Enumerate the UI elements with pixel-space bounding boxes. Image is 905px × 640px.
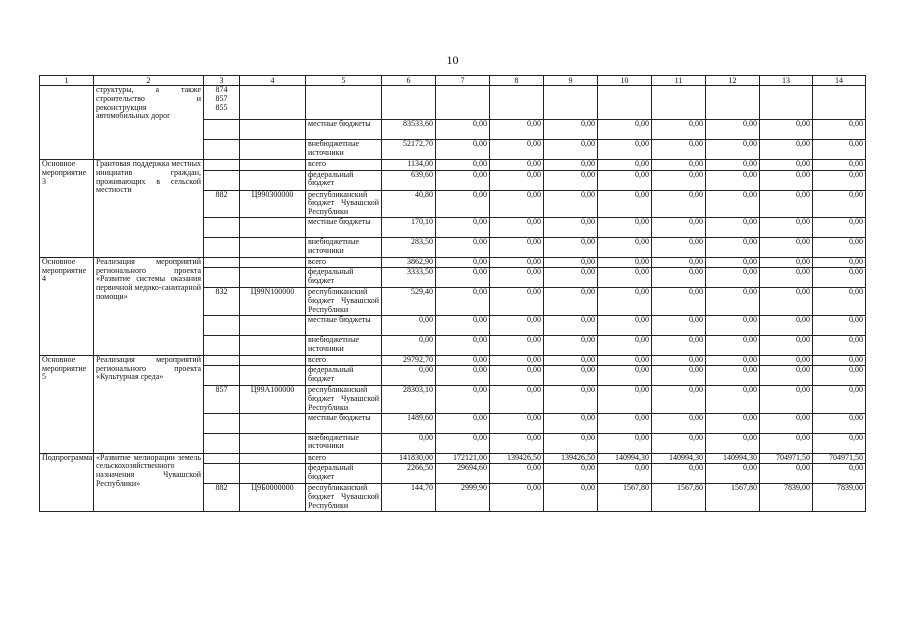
cell-empty (204, 335, 240, 355)
amount-cell: 2999,90 (436, 484, 490, 511)
amount-cell: 0,00 (706, 160, 760, 171)
amount-cell: 0,00 (544, 170, 598, 190)
cell-empty (706, 86, 760, 120)
amount-cell: 0,00 (490, 315, 544, 335)
amount-cell: 639,60 (382, 170, 436, 190)
amount-cell: 0,00 (706, 120, 760, 140)
amount-cell: 0,00 (382, 315, 436, 335)
amount-cell: 0,00 (490, 170, 544, 190)
grbs-code: 857 (204, 386, 240, 413)
amount-cell: 0,00 (706, 268, 760, 288)
amount-cell: 0,00 (760, 413, 813, 433)
classification-code: Ц99N100000 (240, 288, 306, 315)
column-header: 9 (544, 76, 598, 86)
amount-cell: 0,00 (760, 170, 813, 190)
funding-source: местные бюджеты (306, 120, 382, 140)
amount-cell: 0,00 (598, 366, 652, 386)
funding-source: внебюджетные источники (306, 433, 382, 453)
funding-source: всего (306, 257, 382, 268)
amount-cell: 0,00 (652, 315, 706, 335)
funding-source: всего (306, 160, 382, 171)
cell-empty (240, 355, 306, 366)
cell-empty (240, 433, 306, 453)
amount-cell: 0,00 (652, 160, 706, 171)
amount-cell: 0,00 (706, 170, 760, 190)
funding-source: местные бюджеты (306, 217, 382, 237)
amount-cell: 0,00 (436, 217, 490, 237)
event-status: Основное мероприятие 5 (40, 355, 94, 453)
amount-cell: 0,00 (544, 413, 598, 433)
amount-cell: 52172,70 (382, 140, 436, 160)
amount-cell: 0,00 (544, 120, 598, 140)
table-row (40, 453, 866, 464)
amount-cell: 0,00 (490, 413, 544, 433)
amount-cell: 0,00 (813, 288, 866, 315)
amount-cell: 0,00 (813, 464, 866, 484)
amount-cell: 0,00 (706, 355, 760, 366)
amount-cell: 0,00 (382, 433, 436, 453)
amount-cell: 0,00 (544, 355, 598, 366)
column-header: 2 (94, 76, 204, 86)
cell-empty (204, 140, 240, 160)
amount-cell: 0,00 (598, 217, 652, 237)
amount-cell: 0,00 (490, 288, 544, 315)
amount-cell: 0,00 (813, 190, 866, 217)
amount-cell: 172121,00 (436, 453, 490, 464)
amount-cell: 0,00 (706, 140, 760, 160)
amount-cell: 0,00 (652, 170, 706, 190)
cell-empty (204, 413, 240, 433)
amount-cell: 0,00 (760, 257, 813, 268)
funding-source: местные бюджеты (306, 315, 382, 335)
amount-cell: 83533,60 (382, 120, 436, 140)
amount-cell: 0,00 (760, 366, 813, 386)
amount-cell: 1567,80 (706, 484, 760, 511)
event-description: Реализация мероприятий регионального проекта «Культурная среда» (94, 355, 204, 453)
amount-cell: 0,00 (598, 170, 652, 190)
funding-source: федеральный бюджет (306, 366, 382, 386)
amount-cell: 0,00 (706, 257, 760, 268)
amount-cell: 144,70 (382, 484, 436, 511)
amount-cell: 0,00 (706, 217, 760, 237)
cell-empty (40, 86, 94, 160)
amount-cell: 0,00 (813, 257, 866, 268)
cell-empty (204, 453, 240, 464)
amount-cell: 0,00 (652, 413, 706, 433)
amount-cell: 0,00 (490, 366, 544, 386)
amount-cell: 0,00 (813, 140, 866, 160)
amount-cell: 0,00 (598, 190, 652, 217)
amount-cell: 0,00 (490, 257, 544, 268)
funding-source: федеральный бюджет (306, 170, 382, 190)
amount-cell: 29694,60 (436, 464, 490, 484)
column-header: 10 (598, 76, 652, 86)
amount-cell: 0,00 (436, 386, 490, 413)
amount-cell: 0,00 (544, 335, 598, 355)
funding-source: местные бюджеты (306, 413, 382, 433)
amount-cell: 0,00 (544, 217, 598, 237)
amount-cell: 0,00 (436, 257, 490, 268)
amount-cell: 283,50 (382, 237, 436, 257)
amount-cell: 0,00 (490, 464, 544, 484)
amount-cell: 0,00 (760, 190, 813, 217)
classification-code: Ц9Б0000000 (240, 484, 306, 511)
amount-cell: 0,00 (598, 140, 652, 160)
amount-cell: 0,00 (652, 120, 706, 140)
cell-empty (490, 86, 544, 120)
amount-cell: 0,00 (544, 140, 598, 160)
amount-cell: 0,00 (652, 464, 706, 484)
amount-cell: 140994,30 (598, 453, 652, 464)
amount-cell: 0,00 (598, 413, 652, 433)
column-header: 8 (490, 76, 544, 86)
funding-source: республиканский бюджет Чувашской Республики (306, 190, 382, 217)
amount-cell: 0,00 (436, 413, 490, 433)
cell-empty (204, 366, 240, 386)
amount-cell: 0,00 (490, 268, 544, 288)
amount-cell: 0,00 (490, 217, 544, 237)
cell-empty (240, 217, 306, 237)
table-body (40, 76, 866, 512)
amount-cell: 0,00 (544, 257, 598, 268)
amount-cell: 704971,50 (813, 453, 866, 464)
amount-cell: 0,00 (544, 386, 598, 413)
cell-empty (652, 86, 706, 120)
amount-cell: 0,00 (544, 160, 598, 171)
event-description: структуры, а также строительство и реконструкция автомобильных дорог (94, 86, 204, 160)
amount-cell: 0,00 (813, 268, 866, 288)
amount-cell: 0,00 (760, 160, 813, 171)
amount-cell: 0,00 (706, 190, 760, 217)
amount-cell: 140994,30 (652, 453, 706, 464)
event-status: Основное мероприятие 4 (40, 257, 94, 355)
amount-cell: 0,00 (652, 268, 706, 288)
amount-cell: 1134,00 (382, 160, 436, 171)
amount-cell: 0,00 (436, 335, 490, 355)
amount-cell: 0,00 (490, 140, 544, 160)
funding-source: республиканский бюджет Чувашской Республики (306, 484, 382, 511)
amount-cell: 0,00 (598, 237, 652, 257)
amount-cell: 0,00 (544, 288, 598, 315)
amount-cell: 0,00 (544, 268, 598, 288)
cell-empty (544, 86, 598, 120)
table-row (40, 355, 866, 366)
amount-cell: 0,00 (760, 335, 813, 355)
amount-cell: 0,00 (652, 433, 706, 453)
amount-cell: 140994,30 (706, 453, 760, 464)
amount-cell: 0,00 (652, 335, 706, 355)
amount-cell: 0,00 (544, 190, 598, 217)
amount-cell: 0,00 (813, 217, 866, 237)
amount-cell: 0,00 (490, 355, 544, 366)
amount-cell: 0,00 (652, 217, 706, 237)
amount-cell: 0,00 (598, 288, 652, 315)
amount-cell: 0,00 (598, 160, 652, 171)
cell-empty (204, 257, 240, 268)
amount-cell: 0,00 (706, 386, 760, 413)
amount-cell: 0,00 (760, 464, 813, 484)
cell-empty (240, 453, 306, 464)
amount-cell: 7839,00 (813, 484, 866, 511)
amount-cell: 0,00 (760, 433, 813, 453)
amount-cell: 0,00 (598, 120, 652, 140)
funding-source: внебюджетные источники (306, 140, 382, 160)
amount-cell: 0,00 (382, 335, 436, 355)
cell-empty (240, 237, 306, 257)
amount-cell: 0,00 (544, 484, 598, 511)
amount-cell: 0,00 (813, 120, 866, 140)
cell-empty (813, 86, 866, 120)
cell-empty (436, 86, 490, 120)
amount-cell: 0,00 (598, 386, 652, 413)
amount-cell: 0,00 (760, 237, 813, 257)
funding-source: республиканский бюджет Чувашской Республики (306, 288, 382, 315)
amount-cell: 0,00 (813, 366, 866, 386)
amount-cell: 0,00 (598, 355, 652, 366)
amount-cell: 0,00 (652, 257, 706, 268)
amount-cell: 0,00 (706, 335, 760, 355)
amount-cell: 0,00 (652, 355, 706, 366)
amount-cell: 29792,70 (382, 355, 436, 366)
amount-cell: 139426,50 (490, 453, 544, 464)
classification-code: Ц990300000 (240, 190, 306, 217)
amount-cell: 0,00 (544, 433, 598, 453)
amount-cell: 0,00 (760, 140, 813, 160)
column-header: 14 (813, 76, 866, 86)
amount-cell: 704971,50 (760, 453, 813, 464)
cell-empty (204, 433, 240, 453)
grbs-code: 882 (204, 484, 240, 511)
cell-empty (240, 413, 306, 433)
amount-cell: 3333,50 (382, 268, 436, 288)
event-description: «Развитие мелиорации земель сельскохозяйственного назначения Чувашской Республики» (94, 453, 204, 511)
amount-cell: 0,00 (652, 288, 706, 315)
event-description: Реализация мероприятий регионального проекта «Развитие системы оказания первичной медико-санитарной помощи» (94, 257, 204, 355)
amount-cell: 0,00 (436, 315, 490, 335)
amount-cell: 1489,60 (382, 413, 436, 433)
amount-cell: 0,00 (436, 268, 490, 288)
amount-cell: 0,00 (652, 190, 706, 217)
amount-cell: 0,00 (436, 433, 490, 453)
amount-cell: 0,00 (490, 484, 544, 511)
amount-cell: 0,00 (598, 464, 652, 484)
amount-cell: 0,00 (813, 386, 866, 413)
amount-cell: 2266,50 (382, 464, 436, 484)
amount-cell: 0,00 (598, 315, 652, 335)
amount-cell: 0,00 (598, 257, 652, 268)
funding-source: федеральный бюджет (306, 268, 382, 288)
funding-source: республиканский бюджет Чувашской Республики (306, 386, 382, 413)
funding-source: всего (306, 355, 382, 366)
amount-cell: 0,00 (382, 366, 436, 386)
amount-cell: 0,00 (436, 170, 490, 190)
cell-empty (240, 120, 306, 140)
amount-cell: 0,00 (544, 366, 598, 386)
grbs-code: 882 (204, 190, 240, 217)
amount-cell: 0,00 (544, 464, 598, 484)
amount-cell: 7839,00 (760, 484, 813, 511)
cell-empty (204, 315, 240, 335)
amount-cell: 0,00 (760, 386, 813, 413)
amount-cell: 0,00 (436, 355, 490, 366)
cell-empty (240, 140, 306, 160)
amount-cell: 0,00 (706, 315, 760, 335)
amount-cell: 0,00 (706, 464, 760, 484)
amount-cell: 40,80 (382, 190, 436, 217)
cell-empty (382, 86, 436, 120)
amount-cell: 0,00 (652, 140, 706, 160)
cell-empty (204, 160, 240, 171)
amount-cell: 1567,80 (652, 484, 706, 511)
grbs-code: 874 857 855 (204, 86, 240, 120)
amount-cell: 170,10 (382, 217, 436, 237)
cell-empty (240, 160, 306, 171)
amount-cell: 0,00 (652, 386, 706, 413)
cell-empty (204, 120, 240, 140)
cell-empty (306, 86, 382, 120)
amount-cell: 141830,00 (382, 453, 436, 464)
amount-cell: 0,00 (598, 268, 652, 288)
amount-cell: 0,00 (436, 366, 490, 386)
cell-empty (760, 86, 813, 120)
column-header: 11 (652, 76, 706, 86)
cell-empty (204, 237, 240, 257)
amount-cell: 139426,50 (544, 453, 598, 464)
amount-cell: 0,00 (598, 335, 652, 355)
amount-cell: 0,00 (813, 335, 866, 355)
funding-source: внебюджетные источники (306, 335, 382, 355)
cell-empty (240, 170, 306, 190)
event-status: Подпрограмма (40, 453, 94, 511)
table-row (40, 86, 866, 120)
amount-cell: 0,00 (490, 237, 544, 257)
amount-cell: 0,00 (813, 413, 866, 433)
amount-cell: 1567,80 (598, 484, 652, 511)
cell-empty (598, 86, 652, 120)
amount-cell: 0,00 (490, 335, 544, 355)
cell-empty (240, 257, 306, 268)
funding-source: федеральный бюджет (306, 464, 382, 484)
amount-cell: 0,00 (813, 237, 866, 257)
funding-source: всего (306, 453, 382, 464)
amount-cell: 3862,90 (382, 257, 436, 268)
amount-cell: 0,00 (436, 190, 490, 217)
amount-cell: 0,00 (490, 433, 544, 453)
cell-empty (240, 315, 306, 335)
cell-empty (240, 464, 306, 484)
amount-cell: 0,00 (760, 217, 813, 237)
amount-cell: 0,00 (436, 160, 490, 171)
cell-empty (204, 217, 240, 237)
cell-empty (204, 355, 240, 366)
event-description: Грантовая поддержка местных инициатив граждан, проживающих в сельской местности (94, 160, 204, 258)
amount-cell: 0,00 (490, 386, 544, 413)
column-header: 7 (436, 76, 490, 86)
amount-cell: 0,00 (436, 288, 490, 315)
column-header: 3 (204, 76, 240, 86)
column-header: 1 (40, 76, 94, 86)
amount-cell: 0,00 (652, 237, 706, 257)
amount-cell: 0,00 (436, 237, 490, 257)
page-number: 10 (446, 53, 459, 67)
cell-empty (204, 464, 240, 484)
amount-cell: 0,00 (490, 160, 544, 171)
cell-empty (240, 86, 306, 120)
column-header: 12 (706, 76, 760, 86)
classification-code: Ц99A100000 (240, 386, 306, 413)
amount-cell: 0,00 (706, 433, 760, 453)
amount-cell: 0,00 (813, 355, 866, 366)
amount-cell: 0,00 (490, 190, 544, 217)
cell-empty (204, 170, 240, 190)
table-row (40, 160, 866, 171)
amount-cell: 0,00 (544, 315, 598, 335)
event-status: Основное мероприятие 3 (40, 160, 94, 258)
amount-cell: 0,00 (706, 366, 760, 386)
budget-table (39, 75, 866, 512)
amount-cell: 0,00 (598, 433, 652, 453)
amount-cell: 0,00 (813, 315, 866, 335)
amount-cell: 0,00 (652, 366, 706, 386)
amount-cell: 28303,10 (382, 386, 436, 413)
amount-cell: 0,00 (760, 355, 813, 366)
amount-cell: 0,00 (760, 268, 813, 288)
amount-cell: 0,00 (813, 170, 866, 190)
cell-empty (240, 268, 306, 288)
grbs-code: 832 (204, 288, 240, 315)
funding-source: внебюджетные источники (306, 237, 382, 257)
amount-cell: 0,00 (760, 288, 813, 315)
amount-cell: 529,40 (382, 288, 436, 315)
column-header: 5 (306, 76, 382, 86)
amount-cell: 0,00 (813, 433, 866, 453)
cell-empty (240, 335, 306, 355)
amount-cell: 0,00 (436, 140, 490, 160)
amount-cell: 0,00 (813, 160, 866, 171)
amount-cell: 0,00 (706, 237, 760, 257)
amount-cell: 0,00 (706, 288, 760, 315)
amount-cell: 0,00 (760, 120, 813, 140)
table-row (40, 257, 866, 268)
amount-cell: 0,00 (544, 237, 598, 257)
column-header: 4 (240, 76, 306, 86)
amount-cell: 0,00 (706, 413, 760, 433)
cell-empty (204, 268, 240, 288)
header-row (40, 76, 866, 86)
cell-empty (240, 366, 306, 386)
amount-cell: 0,00 (760, 315, 813, 335)
column-header: 6 (382, 76, 436, 86)
column-header: 13 (760, 76, 813, 86)
amount-cell: 0,00 (436, 120, 490, 140)
amount-cell: 0,00 (490, 120, 544, 140)
